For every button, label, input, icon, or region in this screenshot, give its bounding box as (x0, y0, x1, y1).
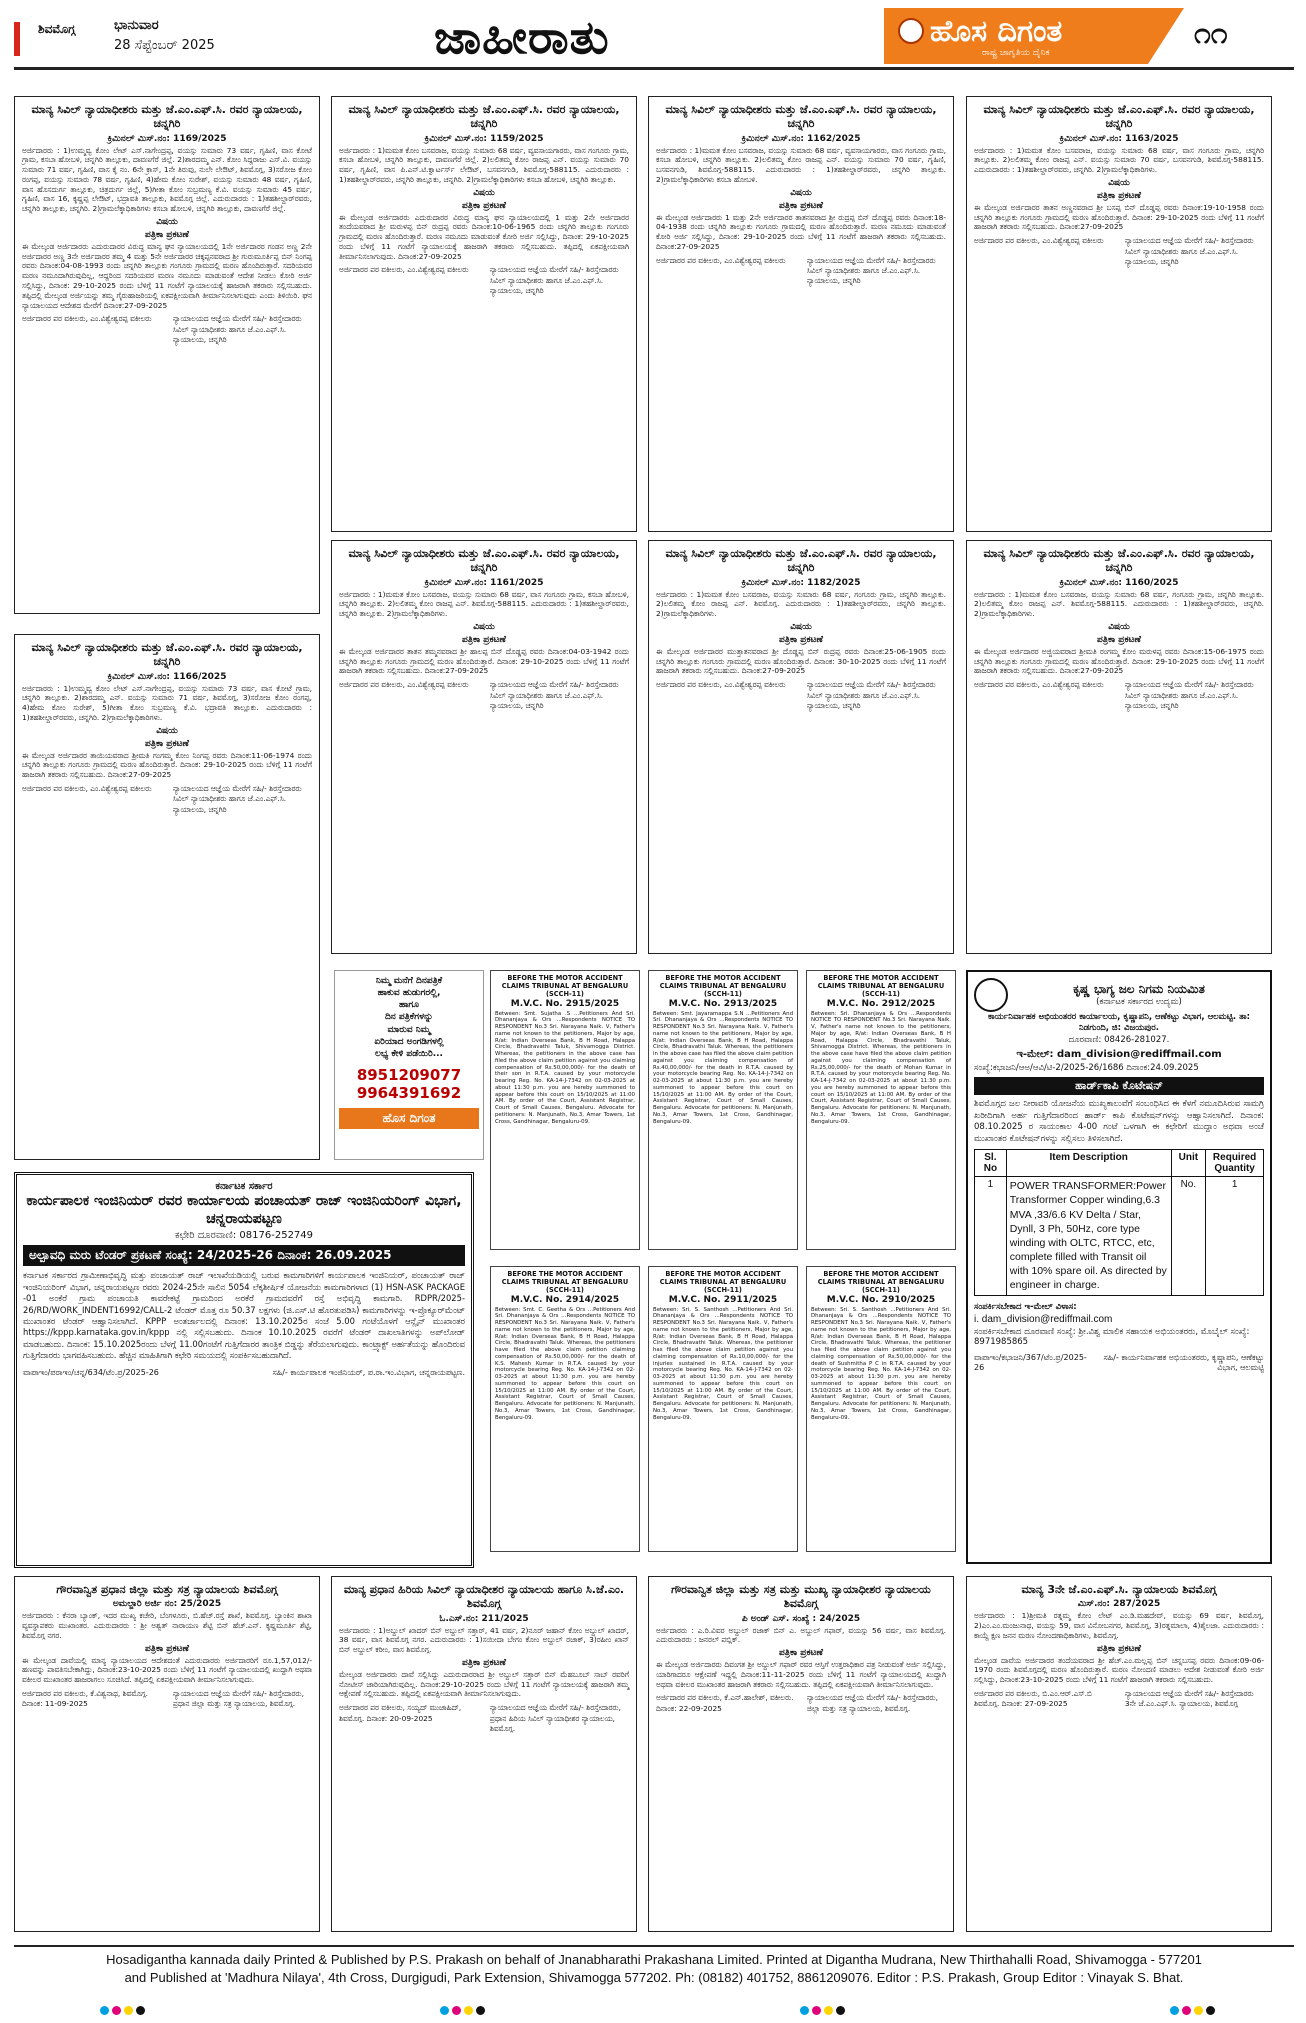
case-number: ಪಿ ಅಂಡ್ ಎಸ್. ಸಂಖ್ಯೆ : 24/2025 (741, 1613, 861, 1624)
table-row (975, 1177, 1264, 1295)
promo-line: ದಿನ ಪತ್ರಿಕೆಗಳನ್ನು (384, 1012, 434, 1023)
advocate-signature: ಅರ್ಜಿದಾರರ ಪರ ವಕೀಲರು, ಎಂ.ವಿಶ್ವೇಶ್ವರಪ್ಪ ವಕೀಲರು (339, 680, 469, 690)
case-number: ಕ್ರಿಮಿನಲ್ ಮಿಸ್.ನಂ: 1169/2025 (107, 133, 227, 144)
advocate-signature: ಅರ್ಜಿದಾರರ ಪರ ವಕೀಲರು, ಎಂ.ವಿಶ್ವೇಶ್ವರಪ್ಪ ವಕೀಲರು (974, 236, 1104, 246)
parties: ಅರ್ಜಿದಾರರು : 1)ಮಮತ ಕೋಂ ಬಸವರಾಜ, ವಯಸ್ಸು ಸುಮಾರು 68 ವರ್ಷ, ಗಂಗೂರು ಗ್ರಾಮ, ಚನ್ನಗಿರಿ ತಾಲ್ಲೂಕು. 2)ಲಲಿತಮ್ಮ ಕೋಂ ರಾಜಪ್ಪ ಎನ್. ಶಿವಮೊಗ್ಗ. ಎದುರುದಾರರು : 1)ತಹಶೀಲ್ದಾರ್‌ರವರು, ಚನ್ನಗಿರಿ ತಾಲ್ಲೂಕು. 2)ಗ್ರಾಮಲೆಕ್ಕಾಧಿಕಾರಿಗಳು. (656, 589, 946, 619)
court-notice (14, 96, 320, 614)
items-table (974, 1149, 1264, 1295)
notice-body: ಈ ಮೇಲ್ಕಂಡ ಅರ್ಜಿದಾರರು 1 ಮತ್ತು 2ನೇ ಅರ್ಜಿದಾರರ ತಾತನವರಾದ ಶ್ರೀ ರುದ್ರಪ್ಪ ಬಿನ್ ದೊಡ್ಡಪ್ಪ ರವರು ದಿನಾಂಕ:18-04-1938 ರಂದು ಚನ್ನಗಿರಿ ತಾಲ್ಲೂಕು ಗಂಗೂರು ಗ್ರಾಮದಲ್ಲಿ ಮರಣ ಹೊಂದಿರುತ್ತಾರೆ. ಮರಣ ನಮೂದು ಮಾಡುವಂತೆ ಕೋರಿ ಅರ್ಜಿ ಸಲ್ಲಿಸಿದ್ದು, ದಿನಾಂಕ: 29-10-2025 ರಂದು ಬೆಳಿಗ್ಗೆ 11 ಗಂಟೆಗೆ ಹಾಜರಾಗಿ ತಕರಾರು ಸಲ್ಲಿಸಬಹುದು. ದಿನಾಂಕ:27-09-2025 (656, 212, 946, 251)
advocate-signature: ಅರ್ಜಿದಾರರ ಪರ ವಕೀಲರು, ಎಂ.ವಿಶ್ವೇಶ್ವರಪ್ಪ ವಕೀಲರು (22, 783, 152, 793)
ref-number: ಸಂಖ್ಯೆ:ಕಭಾಜನಿ/ಆಅ/ಆವಿ/ಟಿ-2/2025-26/1686 ದಿನಾಂಕ:24.09.2025 (974, 1063, 1199, 1074)
imprint-line: Hosadigantha kannada daily Printed & Published by P.S. Prakash on behalf of Jnanabharathi Prakashana Limited. Printed at Digantha Mudrana, New Thirthahalli Road, Shivamogga - 577201 (106, 1952, 1202, 1967)
court-notice (331, 1576, 637, 1932)
court-signature: ನ್ಯಾಯಾಲಯದ ಆಜ್ಞೆಯ ಮೇರೆಗೆ ಸಹಿ/- ಶಿರಸ್ತೇದಾರರು ಸಿವಿಲ್ ನ್ಯಾಯಾಧೀಶರು ಹಾಗೂ ಜೆ.ಎಂ.ಎಫ್.ಸಿ. ನ್ಯಾಯಾಲಯ, ಚನ್ನಗಿರಿ (489, 680, 619, 710)
advocate-signature: ಅರ್ಜಿದಾರರ ಪರ ವಕೀಲರು, ಎಂ.ವಿಶ್ವೇಶ್ವರಪ್ಪ ವಕೀಲರು (339, 265, 469, 275)
notice-heading: ಪತ್ರಿಕಾ ಪ್ರಕಟಣೆ (1097, 634, 1141, 645)
notice-body: ಈ ಮೇಲ್ಕಂಡ ಅರ್ಜಿದಾರರ ತಾಯಿಯವರಾದ ಶ್ರೀಮತಿ ಗಂಗಮ್ಮ ಕೋಂ ನಿಂಗಪ್ಪ ರವರು ದಿನಾಂಕ:11-06-1974 ರಂದು ಚನ್ನಗಿರಿ ತಾಲ್ಲೂಕು ಗಂಗೂರು ಗ್ರಾಮದಲ್ಲಿ ಮರಣ ಹೊಂದಿರುತ್ತಾರೆ. ದಿನಾಂಕ: 29-10-2025 ರಂದು ಬೆಳಿಗ್ಗೆ 11 ಗಂಟೆಗೆ ಹಾಜರಾಗಿ ತಕರಾರು ಸಲ್ಲಿಸಬಹುದು. ದಿನಾಂಕ:27-09-2025 (22, 750, 312, 780)
parties: ಅರ್ಜಿದಾರರು : 1)ಮಮತ ಕೋಂ ಬಸವರಾಜ, ವಯಸ್ಸು ಸುಮಾರು 68 ವರ್ಷ, ವಾಸ ಗಂಗೂರು ಗ್ರಾಮ, ಕಸಬಾ ಹೋಬಳಿ, ಚನ್ನಗಿರಿ ತಾಲ್ಲೂಕು. 2)ಲಲಿತಮ್ಮ ಕೋಂ ರಾಜಪ್ಪ ಎನ್. ಶಿವಮೊಗ್ಗ-588115. ಎದುರುದಾರರು : 1)ತಹಶೀಲ್ದಾರ್‌ರವರು, ಚನ್ನಗಿರಿ ತಾಲ್ಲೂಕು. 2)ಗ್ರಾಮಲೆಕ್ಕಾಧಿಕಾರಿಗಳು. (339, 589, 629, 619)
parties: ಅರ್ಜಿದಾರರು : 1)ಮಮತ ಕೋಂ ಬಸವರಾಜ, ವಯಸ್ಸು ಸುಮಾರು 68 ವರ್ಷ, ವಾಸ ಗಂಗೂರು ಗ್ರಾಮ, ಚನ್ನಗಿರಿ ತಾಲ್ಲೂಕು. 2)ಲಲಿತಮ್ಮ ಕೋಂ ರಾಜಪ್ಪ ಎನ್. ವಯಸ್ಸು ಸುಮಾರು 70 ವರ್ಷ, ಬಸವನಗುಡಿ, ಶಿವಮೊಗ್ಗ-588115. ಎದುರುದಾರರು : 1)ತಹಶೀಲ್ದಾರ್‌ರವರು, ಚನ್ನಗಿರಿ. 2)ಗ್ರಾಮಲೆಕ್ಕಾಧಿಕಾರಿಗಳು. (974, 145, 1264, 175)
case-number: ಕ್ರಿಮಿನಲ್ ಮಿಸ್.ನಂ: 1182/2025 (741, 577, 861, 588)
case-number: ಕ್ರಿಮಿನಲ್ ಮಿಸ್.ನಂ: 1161/2025 (424, 577, 544, 588)
brand-name: ಹೊಸ ದಿಗಂತ (930, 14, 1063, 49)
tribunal-name: BEFORE THE MOTOR ACCIDENT CLAIMS TRIBUNAL AT BENGALURU (SCCH-11) (659, 974, 787, 998)
subject-label: ವಿಷಯ (790, 621, 812, 632)
notice-heading: ಪತ್ರಿಕಾ ಪ್ರಕಟಣೆ (145, 229, 189, 240)
mact-body: Between: Smt. Jayaramappa S.N ...Petitioners And Sri. Dhananjaya & Ors ...Respondents NOTICE TO RESPONDENT No.3 Sri. Narayana Naik. V, Father's name not known to the petitioners, Major by age, R/at: Indian Overseas Bank, B H Road, Halappa Circle, Bhadravathi Taluk. Whereas, the petitioners in the above case has filed the above claim petition against you claiming compensation of Rs.40,00,000/- for the death in R.T.A. caused by your motorcycle bearing Reg. No. KA-14-J-7342 on 02-03-2025 at about 11:30 p.m. you are hereby summoned to appear before this court on 15/10/2025 at 11:00 AM. By order of the Court, Assistant Registrar, Court of Small Causes, Bengaluru. Advocate for petitioners: N. Manjunath, No.3, Amar Towers, 1st Cross, Gandhinagar, Bengaluru-09. (653, 1010, 793, 1125)
advocate-signature: ಅರ್ಜಿದಾರರ ಪರ ವಕೀಲರು, ಎಂ.ವಿಶ್ವೇಶ್ವರಪ್ಪ ವಕೀಲರು (22, 314, 152, 324)
case-number: ಕ್ರಿಮಿನಲ್ ಮಿಸ್.ನಂ: 1163/2025 (1059, 133, 1179, 144)
brand-tagline: ರಾಷ್ಟ್ರ ಜಾಗೃತಿಯ ದೈನಿಕ (982, 48, 1050, 58)
court-notice (966, 1576, 1272, 1932)
advocate-signature: ಅರ್ಜಿದಾರರ ಪರ ವಕೀಲರು, ಎಂ.ವಿಶ್ವೇಶ್ವರಪ್ಪ ವಕೀಲರು (974, 680, 1104, 690)
court-signature: ನ್ಯಾಯಾಲಯದ ಆಜ್ಞೆಯ ಮೇರೆಗೆ ಸಹಿ/- ಶಿರಸ್ತೇದಾರರು ಸಿವಿಲ್ ನ್ಯಾಯಾಧೀಶರು ಹಾಗೂ ಜೆ.ಎಂ.ಎಫ್.ಸಿ. ನ್ಯಾಯಾಲಯ, ಚನ್ನಗಿರಿ (172, 314, 302, 345)
imprint-footer (14, 1945, 1294, 1986)
advocate-signature: ಅರ್ಜಿದಾರರ ಪರ ವಕೀಲರು, ಕೆ.ವಿಶ್ವನಾಥ, ಶಿವಮೊಗ್ಗ. ದಿನಾಂಕ: 11-09-2025 (22, 1688, 148, 1709)
subject-label: ವಿಷಯ (1108, 177, 1130, 188)
court-notice (648, 96, 954, 532)
mvc-number: M.V.C. No. 2910/2025 (826, 1294, 936, 1305)
court-notice (14, 1576, 320, 1932)
notice-heading: ಪತ್ರಿಕಾ ಪ್ರಕಟಣೆ (462, 634, 506, 645)
court-name: ಮಾನ್ಯ ಸಿವಿಲ್ ನ್ಯಾಯಾಧೀಶರು ಮತ್ತು ಜೆ.ಎಂ.ಎಫ್.ಸಿ. ರವರ ನ್ಯಾಯಾಲಯ, ಚನ್ನಗಿರಿ (31, 103, 303, 131)
case-number: ಕ್ರಿಮಿನಲ್ ಮಿಸ್.ನಂ: 1166/2025 (107, 671, 227, 682)
court-notice (331, 96, 637, 532)
page-number: ೧೧ (1194, 16, 1228, 51)
mvc-number: M.V.C. No. 2912/2025 (826, 998, 936, 1009)
tender-phone: ಕಛೇರಿ ದೂರವಾಣಿ: 08176-252749 (174, 1230, 314, 1242)
cell-unit: No. (1171, 1177, 1206, 1295)
mact-body: Between: Sri. S. Santhosh ...Petitioners And Sri. Dhananjaya & Ors ...Respondents NOTICE TO RESPONDENT No.3 Sri. Narayana Naik. V, Father's name not known to the petitioners, Major by age, R/at: Indian Overseas Bank, B H Road, Halappa Circle, Bhadravathi Taluk. Whereas, the petitioner has filed the above claim petition against you claiming compensation of Rs.50,00,000/- for the death of Sushmitha P C in R.T.A. caused by your motorcycle bearing Reg. No. KA-14-J-7342 on 02-03-2025 at about 11:30 p.m. you are hereby summoned to appear before this court on 15/10/2025 at 11:00 AM. By order of the Court, Assistant Registrar, Court of Small Causes, Bengaluru. Advocate for petitioners: N. Manjunath, No.3, Amar Towers, 1st Cross, Gandhinagar, Bengaluru-09. (811, 1306, 951, 1421)
parties: ಅರ್ಜಿದಾರರು : 1)ಅಬ್ದುಲ್ ಖಾದರ್ ಬಿನ್ ಅಬ್ದುಲ್ ಸತ್ತಾರ್, 41 ವರ್ಷ, 2)ನೂರ್ ಜಹಾನ್ ಕೋಂ ಅಬ್ದುಲ್ ಖಾದರ್, 38 ವರ್ಷ, ವಾಸ ಶಿವಮೊಗ್ಗ ನಗರ. ಎದುರುದಾರರು : 1)ಸಯೀದಾ ಬೇಗಂ ಕೋಂ ಅಬ್ದುಲ್ ರಜಾಕ್, 3)ರಹೀಂ ಖಾನ್ ಬಿನ್ ಅಬ್ದುಲ್ ಕರೀಂ, ವಾಸ ಶಿವಮೊಗ್ಗ. (339, 1625, 629, 1655)
notice-body: ಈ ಮೇಲ್ಕಂಡ ಅರ್ಜಿದಾರರ ಮುತ್ತಾತನವರಾದ ಶ್ರೀ ದೊಡ್ಡಪ್ಪ ಬಿನ್ ರುದ್ರಪ್ಪ ರವರು ದಿನಾಂಕ:25-06-1905 ರಂದು ಚನ್ನಗಿರಿ ತಾಲ್ಲೂಕು ಗಂಗೂರು ಗ್ರಾಮದಲ್ಲಿ ಮರಣ ಹೊಂದಿರುತ್ತಾರೆ. ದಿನಾಂಕ: 30-10-2025 ರಂದು ಬೆಳಿಗ್ಗೆ 11 ಗಂಟೆಗೆ ಹಾಜರಾಗಿ ತಕರಾರು ಸಲ್ಲಿಸಬಹುದು. ದಿನಾಂಕ:27-09-2025 (656, 646, 946, 676)
registration-marks (440, 2006, 485, 2015)
parties: ಅರ್ಜಿದಾರರು : ಎ.ರಿ.ವಿವರ ಅಬ್ದುಲ್ ರಜಾಕ್ ಬಿನ್ ಎ. ಅಬ್ದುಲ್ ಗಫಾರ್, ವಯಸ್ಸು 56 ವರ್ಷ, ವಾಸ ಶಿವಮೊಗ್ಗ. ಎದುರುದಾರರು : ಜನರಲ್ ಪಬ್ಲಿಕ್. (656, 1625, 946, 1645)
notice-heading: ಪತ್ರಿಕಾ ಪ್ರಕಟಣೆ (145, 738, 189, 749)
court-notice (966, 96, 1272, 532)
court-name: ಗೌರವಾನ್ವಿತ ಜಿಲ್ಲಾ ಮತ್ತು ಸತ್ರ ಮತ್ತು ಮುಖ್ಯ ನ್ಯಾಯಾಧೀಶರ ನ್ಯಾಯಾಲಯ ಶಿವಮೊಗ್ಗ (671, 1583, 931, 1611)
kbj-ref: ವಾಪಾಇಂ/ಕಭಾಜನಿ/367/ಟೆಂ.ಪ್ರ/2025-26 (974, 1352, 1087, 1372)
court-notice (648, 1576, 954, 1932)
promo-line: ಏರಿಯಾದ ಅಂಗಡಿಗಳಲ್ಲಿ (374, 1036, 444, 1047)
court-name: ಮಾನ್ಯ ಸಿವಿಲ್ ನ್ಯಾಯಾಧೀಶರು ಮತ್ತು ಜೆ.ಎಂ.ಎಫ್.ಸಿ. ರವರ ನ್ಯಾಯಾಲಯ, ಚನ್ನಗಿರಿ (348, 103, 620, 131)
mact-body: Between: Sri. Dhananjaya & Ors ...Respondents NOTICE TO RESPONDENT No.3 Sri. Narayana Naik. V, Father's name not known to the petitioners, Major by age, R/at: Indian Overseas Bank, B H Road, Halappa Circle, Bhadravathi Taluk, Shivamogga District. Whereas, the petitioners in the above case have filed the above claim petition against you claiming compensation of Rs.25,00,000/- for the death of Mohan Kumar in R.T.A. caused by your motorcycle bearing Reg. No. KA-14-J-7342 on 02-03-2025 at about 11:30 p.m. you are hereby summoned to appear before this court on 15/10/2025 at 11:00 AM. By order of the Court, Assistant Registrar, Court of Small Causes, Bengaluru. Advocate for petitioners: N. Manjunath, No.3, Amar Towers, 1st Cross, Gandhinagar, Bengaluru-09. (811, 1010, 951, 1125)
parties: ಅರ್ಜಿದಾರರು : 1)ಶ್ರೀಮತಿ ರತ್ನಮ್ಮ ಕೋಂ ಲೇಟ್ ಎಂ.ಡಿ.ಮಹದೇವ್, ವಯಸ್ಸು 69 ವರ್ಷ, ಶಿವಮೊಗ್ಗ, 2)ಎಂ.ಎಂ.ಮಂಜುನಾಥ, ವಯಸ್ಸು 59, ವಾಸ ವಿನೋಬನಗರ, ಶಿವಮೊಗ್ಗ, 3)ರತ್ನಮಾಲಾ, 4)ಶೈಲಜಾ. ಎದುರುದಾರರು : ಕಾಯ್ದೆ ಕ್ಷಣ ಜನನ ಮರಣ ನೋಂದಣಾಧಿಕಾರಿಗಳು, ಶಿವಮೊಗ್ಗ. (974, 1611, 1264, 1640)
court-name: ಮಾನ್ಯ ಸಿವಿಲ್ ನ್ಯಾಯಾಧೀಶರು ಮತ್ತು ಜೆ.ಎಂ.ಎಫ್.ಸಿ. ರವರ ನ್ಯಾಯಾಲಯ, ಚನ್ನಗಿರಿ (665, 103, 937, 131)
promo-brand: ಹೊಸ ದಿಗಂತ (339, 1108, 479, 1129)
org-phone: ದೂರವಾಣಿ: 08426-281027. (1068, 1034, 1170, 1045)
issue-day: ಭಾನುವಾರ (114, 18, 159, 33)
col-header: Item Description (1006, 1150, 1171, 1177)
org-email: ಇ-ಮೇಲ್: dam_division@rediffmail.com (1016, 1049, 1222, 1061)
parties: ಅರ್ಜಿದಾರರು : 1)ಮಮತ ಕೋಂ ಬಸವರಾಜ, ವಯಸ್ಸು ಸುಮಾರು 68 ವರ್ಷ, ಗಂಗೂರು ಗ್ರಾಮ, ಚನ್ನಗಿರಿ ತಾಲ್ಲೂಕು. 2)ಲಲಿತಮ್ಮ ಕೋಂ ರಾಜಪ್ಪ ಎನ್. ಶಿವಮೊಗ್ಗ-588115. ಎದುರುದಾರರು : 1)ತಹಶೀಲ್ದಾರ್‌ರವರು, ಚನ್ನಗಿರಿ. 2)ಗ್ರಾಮಲೆಕ್ಕಾಧಿಕಾರಿಗಳು. (974, 589, 1264, 619)
mvc-number: M.V.C. No. 2915/2025 (510, 998, 620, 1009)
promo-line: ಹಾಕುವ ಹುಡುಗರಲ್ಲಿ, (377, 988, 441, 999)
col-header: Required Quantity (1206, 1150, 1264, 1177)
court-name: ಗೌರವಾನ್ವಿತ ಪ್ರಧಾನ ಜಿಲ್ಲಾ ಮತ್ತು ಸತ್ರ ನ್ಯಾಯಾಲಯ ಶಿವಮೊಗ್ಗ (56, 1583, 278, 1596)
court-signature: ನ್ಯಾಯಾಲಯದ ಆಜ್ಞೆಯ ಮೇರೆಗೆ ಸಹಿ/- ಶಿರಸ್ತೇದಾರರು ಸಿವಿಲ್ ನ್ಯಾಯಾಧೀಶರು ಹಾಗೂ ಜೆ.ಎಂ.ಎಫ್.ಸಿ. ನ್ಯಾಯಾಲಯ, ಚನ್ನಗಿರಿ (172, 783, 302, 814)
notice-heading: ಪತ್ರಿಕಾ ಪ್ರಕಟಣೆ (779, 1648, 823, 1659)
promo-line: ನಿಮ್ಮ ಮನೆಗೆ ದಿನಪತ್ರಿಕೆ (375, 976, 443, 986)
cell-qty: 1 (1206, 1177, 1264, 1295)
tender-notice (14, 1172, 474, 1568)
case-number: ಓ.ಎಸ್.ನಂ: 211/2025 (439, 1613, 529, 1624)
subject-label: ವಿಷಯ (1108, 621, 1130, 632)
org-office: ಕಾರ್ಯನಿರ್ವಾಹಕ ಅಭಿಯಂತರರ ಕಾರ್ಯಾಲಯ, ಕೃಷ್ಣಾಪನಿ, ಆಣೆಕಟ್ಟು ವಿಭಾಗ, ಆಲಮಟ್ಟಿ. ತಾ: ನಿಡಗುಂದಿ, ಜಿ: ವಿಜಯಪುರ. (987, 1012, 1251, 1034)
advocate-signature: ಅರ್ಜಿದಾರರ ಪರ ವಕೀಲರು, ಸಯ್ಯದ್ ಮುಜಾಹಿದ್, ಶಿವಮೊಗ್ಗ. ದಿನಾಂಕ: 20-09-2025 (339, 1703, 462, 1723)
subject-label: ವಿಷಯ (790, 187, 812, 198)
notice-heading: ಪತ್ರಿಕಾ ಪ್ರಕಟಣೆ (462, 200, 506, 211)
quotation-body: ಶಿವಮೊಗ್ಗದ ಜಲ ನೀರಾವರಿ ಯೋಜನೆಯ ಮುಖ್ಯಕಾಲುವೆಗೆ ಸಂಬಂಧಿಸಿದ ಈ ಕೆಳಗೆ ನಮೂದಿಸಿರುವ ಸಾಮಗ್ರಿ ಖರೀದಿಗಾಗಿ ಅರ್ಹ ಗುತ್ತಿಗೆದಾರರಿಂದ ಹಾರ್ಡ್ ಕಾಪಿ ಕೊಟೇಷನ್‌ಗಳನ್ನು ಆಹ್ವಾನಿಸಲಾಗಿದೆ. ದಿನಾಂಕ: 08.10.2025 ರ ಸಾಯಂಕಾಲ 4-00 ಗಂಟೆ ಒಳಗಾಗಿ ಈ ಕಛೇರಿಗೆ ಮುದ್ದಾಂ ಅಥವಾ ಅಂಚೆ ಮುಖಾಂತರ ಕೊಟೇಷನ್‌ಗಳನ್ನು ಸಲ್ಲಿಸಲು ತಿಳಿಸಲಾಗಿದೆ. (974, 1099, 1264, 1144)
notice-body: ಈ ಮೇಲ್ಕಂಡ ಅರ್ಜಿದಾರರ ತಾತನ ತಮ್ಮನವರಾದ ಶ್ರೀ ಹಾಲಪ್ಪ ಬಿನ್ ದೊಡ್ಡಪ್ಪ ರವರು ದಿನಾಂಕ:04-03-1942 ರಂದು ಚನ್ನಗಿರಿ ತಾಲ್ಲೂಕು ಗಂಗೂರು ಗ್ರಾಮದಲ್ಲಿ ಮರಣ ಹೊಂದಿರುತ್ತಾರೆ. ದಿನಾಂಕ: 29-10-2025 ರಂದು ಬೆಳಿಗ್ಗೆ 11 ಗಂಟೆಗೆ ಹಾಜರಾಗಿ ತಕರಾರು ಸಲ್ಲಿಸಬಹುದು. ದಿನಾಂಕ:27-09-2025 (339, 646, 629, 676)
contact-heading: ಸಂಪರ್ಕಿಸಬೇಕಾದ ಇ-ಮೇಲ್ ವಿಳಾಸ: (974, 1301, 1077, 1312)
subject-label: ವಿಷಯ (473, 187, 495, 198)
court-signature: ನ್ಯಾಯಾಲಯದ ಆಜ್ಞೆಯ ಮೇರೆಗೆ ಸಹಿ/- ಶಿರಸ್ತೇದಾರರು ಸಿವಿಲ್ ನ್ಯಾಯಾಧೀಶರು ಹಾಗೂ ಜೆ.ಎಂ.ಎಫ್.ಸಿ. ನ್ಯಾಯಾಲಯ, ಚನ್ನಗಿರಿ (806, 680, 936, 710)
quotation-bar: ಹಾರ್ಡ್‌ಕಾಪಿ ಕೊಟೇಷನ್ (974, 1077, 1264, 1095)
notice-heading: ಪತ್ರಿಕಾ ಪ್ರಕಟಣೆ (779, 634, 823, 645)
court-signature: ನ್ಯಾಯಾಲಯದ ಆಜ್ಞೆಯ ಮೇರೆಗೆ ಸಹಿ/- ಶಿರಸ್ತೇದಾರರು ಸಿವಿಲ್ ನ್ಯಾಯಾಧೀಶರು ಹಾಗೂ ಜೆ.ಎಂ.ಎಫ್.ಸಿ. ನ್ಯಾಯಾಲಯ, ಚನ್ನಗಿರಿ (1124, 236, 1254, 266)
kbjnl-quotation-notice (966, 970, 1272, 1564)
notice-body: ಈ ಮೇಲ್ಕಂಡ ಅರ್ಜಿದಾರರ ಅಜ್ಜಿಯವರಾದ ಶ್ರೀಮತಿ ರಂಗಮ್ಮ ಕೋಂ ಮರುಳಪ್ಪ ರವರು ದಿನಾಂಕ:15-06-1975 ರಂದು ಚನ್ನಗಿರಿ ತಾಲ್ಲೂಕು ಗಂಗೂರು ಗ್ರಾಮದಲ್ಲಿ ಮರಣ ಹೊಂದಿರುತ್ತಾರೆ. ದಿನಾಂಕ: 29-10-2025 ರಂದು ಬೆಳಿಗ್ಗೆ 11 ಗಂಟೆಗೆ ಹಾಜರಾಗಿ ತಕರಾರು ಸಲ್ಲಿಸಬಹುದು. ದಿನಾಂಕ:27-09-2025 (974, 646, 1264, 676)
cell-desc: POWER TRANSFORMER:Power Transformer Copper winding,6.3 MVA ,33/6.6 KV Delta / Star, Dynll, 3 Ph, 50Hz, core type winding with OLTC, RTCC, etc, complete filled with Transit oil with 10% spare oil. As directed by engineer in charge. (1006, 1177, 1171, 1295)
imprint-line: and Published at 'Madhura Nilaya', 4th Cross, Durgigudi, Park Extension, Shivamogga 577202. Ph: (08182) 401752, 8861209076. Editor : P.S. Prakash, Group Editor : Vinayak S. Bhat. (124, 1969, 1184, 1985)
tribunal-name: BEFORE THE MOTOR ACCIDENT CLAIMS TRIBUNAL AT BENGALURU (SCCH-11) (501, 1270, 629, 1294)
col-header: Sl. No (975, 1150, 1007, 1177)
kbj-signature: ಸಹಿ/- ಕಾರ್ಯನಿರ್ವಾಹಕ ಅಭಿಯಂತರರು, ಕೃಷ್ಣಾಪನಿ, ಆಣೆಕಟ್ಟು ವಿಭಾಗ, ಆಲಮಟ್ಟಿ (1103, 1352, 1264, 1372)
court-name: ಮಾನ್ಯ ಪ್ರಧಾನ ಹಿರಿಯ ಸಿವಿಲ್ ನ್ಯಾಯಾಧೀಶರ ನ್ಯಾಯಾಲಯ ಹಾಗೂ ಸಿ.ಜೆ.ಎಂ. ಶಿವಮೊಗ್ಗ (343, 1583, 625, 1611)
tender-number-bar: ಅಲ್ಪಾವಧಿ ಮರು ಟೆಂಡರ್ ಪ್ರಕಟಣೆ ಸಂಖ್ಯೆ: 24/2025-26 ದಿನಾಂಕ: 26.09.2025 (23, 1245, 465, 1266)
court-signature: ನ್ಯಾಯಾಲಯದ ಆಜ್ಞೆಯ ಮೇರೆಗೆ ಸಹಿ/- ಶಿರಸ್ತೇದಾರರು ಸಿವಿಲ್ ನ್ಯಾಯಾಧೀಶರು ಹಾಗೂ ಜೆ.ಎಂ.ಎಫ್.ಸಿ. ನ್ಯಾಯಾಲಯ, ಚನ್ನಗಿರಿ (806, 255, 936, 286)
tribunal-name: BEFORE THE MOTOR ACCIDENT CLAIMS TRIBUNAL AT BENGALURU (SCCH-11) (817, 1270, 945, 1294)
notice-body: ಈ ಮೇಲ್ಕಂಡ ಅರ್ಜಿದಾರರು ಎದುರುದಾರರ ವಿರುದ್ಧ ಮಾನ್ಯ ಘನ ನ್ಯಾಯಾಲಯದಲ್ಲಿ 1ನೇ ಅರ್ಜಿದಾರರ ಗಂಡನ ಅಣ್ಣ 2ನೇ ಅರ್ಜಿದಾರರ ಅಣ್ಣ 3ನೇ ಅರ್ಜಿದಾರರ ತಮ್ಮ 4 ಮತ್ತು 5ನೇ ಅರ್ಜಿದಾರರ ಚಿಕ್ಕಪ್ಪನವರಾದ ಶ್ರೀ ಗುರುಮೂರ್ತಿಪ್ಪ ಬಿನ್ ನಿಂಗಪ್ಪ ರವರು ದಿನಾಂಕ:04-08-1993 ರಂದು ಚನ್ನಗಿರಿ ತಾಲ್ಲೂಕು ಗಂಗೂರು ಗ್ರಾಮದಲ್ಲಿ ಮರಣ ಹೊಂದಿರುತ್ತಾರೆ. ಸದರಿಯವರ ಮರಣ ನಮೂದಾಗಿರುವುದಿಲ್ಲ, ಆದ್ದರಿಂದ ಸದರಿಯವರ ಮರಣ ನಮೂದು ಮಾಡುವಂತೆ ಆದೇಶ ನೀಡಲು ಕೋರಿ ಅರ್ಜಿ ಸಲ್ಲಿಸಿದ್ದು, ದಿನಾಂಕ: 29-10-2025 ರಂದು ಬೆಳಿಗ್ಗೆ 11 ಗಂಟೆಗೆ ನ್ಯಾಯಾಲಯಕ್ಕೆ ಹಾಜರಾಗಿ ತಕರಾರು ಸಲ್ಲಿಸಬಹುದು. ತಪ್ಪಿದಲ್ಲಿ ಮೇಲ್ಕಂಡ ಅರ್ಜಿಯನ್ನು ತಮ್ಮ ಗೈರುಹಾಜರಿಯಲ್ಲಿ ಏಕಪಕ್ಷೀಯವಾಗಿ ತೀರ್ಮಾನಿಸಲಾಗುವುದು ಎಂದು ತಿಳಿಯಿರಿ. ಘನ ನ್ಯಾಯಾಲಯದ ಆದೇಶದ ಮೇರೆಗೆ ದಿನಾಂಕ:27-09-2025 (22, 241, 312, 310)
kbjnl-logo-icon (974, 978, 1008, 1012)
mact-notice (648, 970, 798, 1250)
case-number: ಕ್ರಿಮಿನಲ್ ಮಿಸ್.ನಂ: 1159/2025 (424, 133, 544, 144)
court-name: ಮಾನ್ಯ ಸಿವಿಲ್ ನ್ಯಾಯಾಧೀಶರು ಮತ್ತು ಜೆ.ಎಂ.ಎಫ್.ಸಿ. ರವರ ನ್ಯಾಯಾಲಯ, ಚನ್ನಗಿರಿ (983, 103, 1255, 131)
court-name: ಮಾನ್ಯ ಸಿವಿಲ್ ನ್ಯಾಯಾಧೀಶರು ಮತ್ತು ಜೆ.ಎಂ.ಎಫ್.ಸಿ. ರವರ ನ್ಯಾಯಾಲಯ, ಚನ್ನಗಿರಿ (665, 547, 937, 575)
case-number: ಕ್ರಿಮಿನಲ್ ಮಿಸ್.ನಂ: 1160/2025 (1059, 577, 1179, 588)
parties: ಅರ್ಜಿದಾರರು : 1)ಉಮ್ಮವ್ವ ಕೋಂ ಲೇಟ್ ಎಸ್.ನಾಗೇಂದ್ರಪ್ಪ, ವಯಸ್ಸು ಸುಮಾರು 73 ವರ್ಷ, ವಾಸ ಕೋಟೆ ಗ್ರಾಮ, ಚನ್ನಗಿರಿ ತಾಲ್ಲೂಕು. 2)ಶಾರದಮ್ಮ ಎನ್. ವಯಸ್ಸು ಸುಮಾರು 71 ವರ್ಷ, ಶಿವಮೊಗ್ಗ, 3)ಸರೋಜ ಕೋಂ ರಂಗಪ್ಪ, 4)ಹೇಮ ಕೋಂ ಸುರೇಶ್, 5)ಗೀತಾ ಕೋಂ ಸುಬ್ರಮಣ್ಯ ಕೆ.ವಿ. ಭದ್ರಾವತಿ ತಾಲ್ಲೂಕು. ಎದುರುದಾರರು : 1)ತಹಶೀಲ್ದಾರ್‌ರವರು, ಚನ್ನಗಿರಿ. 2)ಗ್ರಾಮಲೆಕ್ಕಾಧಿಕಾರಿಗಳು. (22, 683, 312, 722)
mact-notice (806, 970, 956, 1250)
mact-notice (490, 1266, 640, 1552)
government-name: ಕರ್ನಾಟಕ ಸರ್ಕಾರ (215, 1181, 273, 1192)
notice-heading: ಪತ್ರಿಕಾ ಪ್ರಕಟಣೆ (1097, 190, 1141, 201)
parties: ಅರ್ಜಿದಾರರು : ಕೆನರಾ ಬ್ಯಾಂಕ್, ಇದರ ಮುಖ್ಯ ಕಚೇರಿ, ಬೆಂಗಳೂರು, ಬಿ.ಹೆಚ್.ರಸ್ತೆ ಶಾಖೆ, ಶಿವಮೊಗ್ಗ. ಬ್ಯಾಂಕಿನ ಶಾಖಾ ವ್ಯವಸ್ಥಾಪಕರು ಮುಖಾಂತರ. ಎದುರುದಾರರು : ಶ್ರೀ ಅಶ್ವತ್ ನಾರಾಯಣ ಶೆಟ್ಟಿ ಬಿನ್ ಹೆಚ್.ಎನ್. ಕೃಷ್ಣಮೂರ್ತಿ ಶೆಟ್ಟಿ, ಶಿವಮೊಗ್ಗ ನಗರ. (22, 1611, 312, 1640)
case-number: ಕ್ರಿಮಿನಲ್ ಮಿಸ್.ನಂ: 1162/2025 (741, 133, 861, 144)
promo-phone: 9964391692 (356, 1083, 462, 1102)
mact-body: Between: Smt. C. Geetha & Ors ...Petitioners And Sri. Dhananjaya & Ors ...Respondents NOTICE TO RESPONDENT No.3 Sri. Narayana Naik. V, Father's name not known to the petitioners, Major by age, R/at: Indian Overseas Bank, B H Road, Halappa Circle, Bhadravathi Taluk. Whereas, the petitioners have filed the above claim petition claiming compensation of Rs.50,00,000/- for the death of K.S. Mahesh Kumar in R.T.A. caused by your motorcycle bearing Reg. No. KA-14-J-7342 on 02-03-2025 at about 11:30 p.m. you are hereby summoned to appear before this court on 15/10/2025 at 11:00 AM. By order of the Court, Assistant Registrar, Court of Small Causes, Bengaluru. Advocate for petitioners: N. Manjunath, No.3, Amar Towers, 1st Cross, Gandhinagar, Bengaluru-09. (495, 1306, 635, 1421)
notice-body: ಮೇಲ್ಕಂಡ ದಾವೆಯ ಅರ್ಜಿದಾರರ ತಂದೆಯವರಾದ ಶ್ರೀ ಹೆಚ್.ಎಂ.ಮಲ್ಲಪ್ಪ ಬಿನ್ ಚನ್ನಬಸಪ್ಪ ರವರು ದಿನಾಂಕ:09-06-1970 ರಂದು ಶಿವಮೊಗ್ಗದಲ್ಲಿ ಮರಣ ಹೊಂದಿರುತ್ತಾರೆ. ಮರಣ ನೋಂದಣಿ ಮಾಡಲು ಆದೇಶ ನೀಡುವಂತೆ ಕೋರಿ ಅರ್ಜಿ ಸಲ್ಲಿಸಿದ್ದು, ದಿನಾಂಕ:23-10-2025 ರಂದು ಬೆಳಿಗ್ಗೆ 11 ಗಂಟೆಗೆ ಹಾಜರಾಗಿ ತಕರಾರು ಸಲ್ಲಿಸಬಹುದು. (974, 1655, 1264, 1685)
tribunal-name: BEFORE THE MOTOR ACCIDENT CLAIMS TRIBUNAL AT BENGALURU (SCCH-11) (659, 1270, 787, 1294)
promo-line: ಮಾರುವ ನಿಮ್ಮ (387, 1024, 431, 1035)
court-signature: ನ್ಯಾಯಾಲಯದ ಆಜ್ಞೆಯ ಮೇರೆಗೆ ಸಹಿ/- ಶಿರಸ್ತೇದಾರರು ಸಿವಿಲ್ ನ್ಯಾಯಾಧೀಶರು ಹಾಗೂ ಜೆ.ಎಂ.ಎಫ್.ಸಿ. ನ್ಯಾಯಾಲಯ, ಚನ್ನಗಿರಿ (489, 265, 619, 296)
tender-office: ಕಾರ್ಯಪಾಲಕ ಇಂಜಿನಿಯರ್ ರವರ ಕಾರ್ಯಾಲಯ ಪಂಚಾಯತ್ ರಾಜ್ ಇಂಜಿನಿಯರಿಂಗ್ ವಿಭಾಗ, ಚನ್ನರಾಯಪಟ್ಟಣ (26, 1193, 462, 1228)
notice-heading: ಪತ್ರಿಕಾ ಪ್ರಕಟಣೆ (145, 1643, 189, 1654)
mvc-number: M.V.C. No. 2914/2025 (510, 1294, 620, 1305)
tribunal-name: BEFORE THE MOTOR ACCIDENT CLAIMS TRIBUNAL AT BENGALURU (SCCH-11) (817, 974, 945, 998)
court-name: ಮಾನ್ಯ ಸಿವಿಲ್ ನ್ಯಾಯಾಧೀಶರು ಮತ್ತು ಜೆ.ಎಂ.ಎಫ್.ಸಿ. ರವರ ನ್ಯಾಯಾಲಯ, ಚನ್ನಗಿರಿ (348, 547, 620, 575)
promo-line: ಲಭ್ಯ ಕೇಳಿ ಪಡೆಯಿರಿ... (375, 1048, 443, 1059)
registration-marks (800, 2006, 845, 2015)
court-signature: ನ್ಯಾಯಾಲಯದ ಆಜ್ಞೆಯ ಮೇರೆಗೆ ಸಹಿ/- ಶಿರಸ್ತೇದಾರರು ಸಿವಿಲ್ ನ್ಯಾಯಾಧೀಶರು ಹಾಗೂ ಜೆ.ಎಂ.ಎಫ್.ಸಿ. ನ್ಯಾಯಾಲಯ, ಚನ್ನಗಿರಿ (1124, 680, 1254, 710)
advocate-signature: ಅರ್ಜಿದಾರರ ಪರ ವಕೀಲರು, ಕೆ.ಎನ್.ಹಾಲೇಶ್, ವಕೀಲರು. ದಿನಾಂಕ: 22-09-2025 (656, 1693, 794, 1713)
page-title: ಜಾಹೀರಾತು (434, 10, 610, 64)
edition-city: ಶಿವಮೊಗ್ಗ (38, 22, 76, 36)
subject-label: ವಿಷಯ (156, 216, 178, 227)
court-signature: ನ್ಯಾಯಾಲಯದ ಆಜ್ಞೆಯ ಮೇರೆಗೆ ಸಹಿ/- ಶಿರಸ್ತೇದಾರರು 3ನೇ ಜೆ.ಎಂ.ಎಫ್.ಸಿ. ನ್ಯಾಯಾಲಯ, ಶಿವಮೊಗ್ಗ (1124, 1688, 1254, 1709)
notice-body: ಈ ಮೇಲ್ಕಂಡ ಅರ್ಜಿದಾರರು ದಿವಂಗತ ಶ್ರೀ ಅಬ್ದುಲ್ ಗಫಾರ್ ರವರ ಆಸ್ತಿಗೆ ಉತ್ತರಾಧಿಕಾರ ಪತ್ರ ನೀಡುವಂತೆ ಅರ್ಜಿ ಸಲ್ಲಿಸಿದ್ದು, ಯಾರಿಗಾದರೂ ಆಕ್ಷೇಪಣೆ ಇದ್ದಲ್ಲಿ ದಿನಾಂಕ:11-11-2025 ರಂದು ಬೆಳಿಗ್ಗೆ 11 ಗಂಟೆಗೆ ನ್ಯಾಯಾಲಯದಲ್ಲಿ ಖುದ್ದಾಗಿ ಅಥವಾ ವಕೀಲರ ಮುಖಾಂತರ ಹಾಜರಾಗಿ ತಕರಾರು ಸಲ್ಲಿಸಬಹುದು. ತಪ್ಪಿದಲ್ಲಿ ಏಕಪಕ್ಷೀಯವಾಗಿ ತೀರ್ಮಾನಿಸಲಾಗುವುದು. (656, 1660, 946, 1689)
contact-email: i. dam_division@rediffmail.com (974, 1313, 1113, 1325)
advocate-signature: ಅರ್ಜಿದಾರರ ಪರ ವಕೀಲರು, ಎಂ.ವಿಶ್ವೇಶ್ವರಪ್ಪ ವಕೀಲರು (656, 255, 786, 265)
parties: ಅರ್ಜಿದಾರರು : 1)ಮಮತ ಕೋಂ ಬಸವರಾಜ, ವಯಸ್ಸು ಸುಮಾರು 68 ವರ್ಷ, ವ್ಯವಸಾಯಗಾರರು, ವಾಸ ಗಂಗೂರು ಗ್ರಾಮ, ಕಸಬಾ ಹೋಬಳಿ, ಚನ್ನಗಿರಿ ತಾಲ್ಲೂಕು, ದಾವಣಗೆರೆ ಜಿಲ್ಲೆ. 2)ಲಲಿತಮ್ಮ ಕೋಂ ರಾಜಪ್ಪ ಎನ್. ವಯಸ್ಸು ಸುಮಾರು 70 ವರ್ಷ, ಗೃಹಿಣಿ, ವಾಸ ಪಿ.ಎನ್.ಟಿ.ಕ್ವಾರ್ಟರ್ಸ್ ಲೇಔಟ್, ಬಸವನಗುಡಿ, ಶಿವಮೊಗ್ಗ-588115. ಎದುರುದಾರರು : 1)ತಹಶೀಲ್ದಾರ್‌ರವರು, ಚನ್ನಗಿರಿ ತಾಲ್ಲೂಕು, ಚನ್ನಗಿರಿ. 2)ಗ್ರಾಮಲೆಕ್ಕಾಧಿಕಾರಿಗಳು ಕಸಬಾ ಹೋಬಳಿ, ಚನ್ನಗಿರಿ ತಾಲ್ಲೂಕು. (339, 145, 629, 184)
court-name: ಮಾನ್ಯ 3ನೇ ಜೆ.ಎಂ.ಎಫ್.ಸಿ. ನ್ಯಾಯಾಲಯ ಶಿವಮೊಗ್ಗ (1021, 1583, 1217, 1596)
parties: ಅರ್ಜಿದಾರರು : 1)ಮಮತ ಕೋಂ ಬಸವರಾಜ, ವಯಸ್ಸು ಸುಮಾರು 68 ವರ್ಷ, ವ್ಯವಸಾಯಗಾರರು, ವಾಸ ಗಂಗೂರು ಗ್ರಾಮ, ಕಸಬಾ ಹೋಬಳಿ, ಚನ್ನಗಿರಿ ತಾಲ್ಲೂಕು. 2)ಲಲಿತಮ್ಮ ಕೋಂ ರಾಜಪ್ಪ ಎನ್. ವಯಸ್ಸು ಸುಮಾರು 70 ವರ್ಷ, ಗೃಹಿಣಿ, ಬಸವನಗುಡಿ, ಶಿವಮೊಗ್ಗ-588115. ಎದುರುದಾರರು : 1)ತಹಶೀಲ್ದಾರ್‌ರವರು, ಚನ್ನಗಿರಿ ತಾಲ್ಲೂಕು. 2)ಗ್ರಾಮಲೆಕ್ಕಾಧಿಕಾರಿಗಳು ಕಸಬಾ ಹೋಬಳಿ. (656, 145, 946, 184)
court-signature: ನ್ಯಾಯಾಲಯದ ಆಜ್ಞೆಯ ಮೇರೆಗೆ ಸಹಿ/- ಶಿರಸ್ತೇದಾರರು, ಪ್ರಧಾನ ಜಿಲ್ಲಾ ಮತ್ತು ಸತ್ರ ನ್ಯಾಯಾಲಯ, ಶಿವಮೊಗ್ಗ. (172, 1688, 304, 1709)
tribunal-name: BEFORE THE MOTOR ACCIDENT CLAIMS TRIBUNAL AT BENGALURU (SCCH-11) (501, 974, 629, 998)
mvc-number: M.V.C. No. 2911/2025 (668, 1294, 778, 1305)
issue-date: 28 ಸೆಪ್ಟೆಂಬರ್ 2025 (114, 38, 215, 53)
subject-label: ವಿಷಯ (156, 725, 178, 736)
org-sub: (ಕರ್ನಾಟಕ ಸರ್ಕಾರದ ಉದ್ಯಮ) (1096, 996, 1182, 1007)
notice-body: ಮೇಲ್ಕಂಡ ಅರ್ಜಿದಾರರು ದಾವೆ ಸಲ್ಲಿಸಿದ್ದು ಎದುರುದಾರರಾದ ಶ್ರೀ ಅಬ್ದುಲ್ ಸತ್ತಾರ್ ಬಿನ್ ಮೆಹಬೂಬ್ ಸಾಬ್ ರವರಿಗೆ ನೋಟೀಸ್ ಜಾರಿಯಾಗಿರುವುದಿಲ್ಲ. ದಿನಾಂಕ:29-10-2025 ರಂದು ಬೆಳಿಗ್ಗೆ 11 ಗಂಟೆಗೆ ನ್ಯಾಯಾಲಯಕ್ಕೆ ಹಾಜರಾಗಿ ತಮ್ಮ ಆಕ್ಷೇಪಣೆ ಸಲ್ಲಿಸಬಹುದು. ತಪ್ಪಿದಲ್ಲಿ ಏಕಪಕ್ಷೀಯವಾಗಿ ತೀರ್ಮಾನಿಸಲಾಗುವುದು. (339, 1669, 629, 1699)
cell-sl: 1 (975, 1177, 1007, 1295)
masthead (14, 8, 1294, 70)
court-notice (14, 634, 320, 1160)
case-number: ಮಿಸ್.ನಂ: 287/2025 (1077, 1599, 1161, 1610)
advocate-signature: ಅರ್ಜಿದಾರರ ಪರ ವಕೀಲರು, ಬಿ.ಎಂ.ಆರ್.ಎಸ್.ಬಿ ಶಿವಮೊಗ್ಗ. ದಿನಾಂಕ: 27-09-2025 (974, 1688, 1092, 1709)
promo-phone: 8951209077 (356, 1065, 462, 1084)
conch-logo-icon (898, 18, 924, 44)
notice-body: ಈ ಮೇಲ್ಕಂಡ ಅರ್ಜಿದಾರರು ಎದುರುದಾರರ ವಿರುದ್ಧ ಮಾನ್ಯ ಘನ ನ್ಯಾಯಾಲಯದಲ್ಲಿ 1 ಮತ್ತು 2ನೇ ಅರ್ಜಿದಾರರ ತಂದೆಯವರಾದ ಶ್ರೀ ಮರುಳಪ್ಪ ಬಿನ್ ರುದ್ರಪ್ಪ ರವರು ದಿನಾಂಕ:10-06-1965 ರಂದು ಚನ್ನಗಿರಿ ತಾಲ್ಲೂಕು ಗಂಗೂರು ಗ್ರಾಮದಲ್ಲಿ ಮರಣ ಹೊಂದಿರುತ್ತಾರೆ. ಮರಣ ನಮೂದು ಮಾಡುವಂತೆ ಕೋರಿ ಅರ್ಜಿ ಸಲ್ಲಿಸಿದ್ದು, ದಿನಾಂಕ: 29-10-2025 ರಂದು ಬೆಳಿಗ್ಗೆ 11 ಗಂಟೆಗೆ ನ್ಯಾಯಾಲಯಕ್ಕೆ ಹಾಜರಾಗಿ ತಕರಾರು ಸಲ್ಲಿಸಬಹುದು. ತಪ್ಪಿದಲ್ಲಿ ಏಕಪಕ್ಷೀಯವಾಗಿ ತೀರ್ಮಾನಿಸಲಾಗುವುದು. ದಿನಾಂಕ:27-09-2025 (339, 212, 629, 261)
court-name: ಮಾನ್ಯ ಸಿವಿಲ್ ನ್ಯಾಯಾಧೀಶರು ಮತ್ತು ಜೆ.ಎಂ.ಎಫ್.ಸಿ. ರವರ ನ್ಯಾಯಾಲಯ, ಚನ್ನಗಿರಿ (31, 641, 303, 669)
notice-heading: ಪತ್ರಿಕಾ ಪ್ರಕಟಣೆ (462, 1657, 506, 1668)
parties: ಅರ್ಜಿದಾರರು : 1)ಉಮ್ಮವ್ವ ಕೋಂ ಲೇಟ್ ಎಸ್.ನಾಗೇಂದ್ರಪ್ಪ, ವಯಸ್ಸು ಸುಮಾರು 73 ವರ್ಷ, ಗೃಹಿಣಿ, ವಾಸ ಕೋಟೆ ಗ್ರಾಮ, ಕಸಬಾ ಹೋಬಳಿ, ಚನ್ನಗಿರಿ ತಾಲ್ಲೂಕು, ದಾವಣಗೆರೆ ಜಿಲ್ಲೆ. 2)ಶಾರದಮ್ಮ ಎನ್. ಕೋಂ ಸಿದ್ದರಾಜು ಎಸ್.ವಿ. ವಯಸ್ಸು ಸುಮಾರು 71 ವರ್ಷ, ಗೃಹಿಣಿ, ವಾಸ ಕೈ ನಂ. 6ನೇ ಕ್ರಾಸ್, 1ನೇ ತಿರುವು, ನುಲೇ ಲೇಔಟ್, ಶಿವಮೊಗ್ಗ, 3)ಸರೋಜ ಕೋಂ ರಂಗಪ್ಪ, ವಯಸ್ಸು ಸುಮಾರು 78 ವರ್ಷ, ಗೃಹಿಣಿ, 4)ಹೇಮ ಕೋಂ ಸುರೇಶ್, ವಯಸ್ಸು ಸುಮಾರು 48 ವರ್ಷ, ಗೃಹಿಣಿ, ವಾಸ ಹೊಸದುರ್ಗ ತಾಲ್ಲೂಕು, ಚಿತ್ರದುರ್ಗ ಜಿಲ್ಲೆ, 5)ಗೀತಾ ಕೋಂ ಸುಬ್ರಮಣ್ಯ ಕೆ.ವಿ. ವಯಸ್ಸು ಸುಮಾರು 45 ವರ್ಷ, ಗೃಹಿಣಿ, ವಾಸ 16, ಕೃಷ್ಣಪ್ಪ ಲೇಔಟ್, ಭದ್ರಾವತಿ ತಾಲ್ಲೂಕು, ಶಿವಮೊಗ್ಗ ಜಿಲ್ಲೆ. ಎದುರುದಾರರು : 1)ತಹಶೀಲ್ದಾರ್‌ರವರು, ಚನ್ನಗಿರಿ ತಾಲ್ಲೂಕು, ಚನ್ನಗಿರಿ. 2)ಗ್ರಾಮಲೆಕ್ಕಾಧಿಕಾರಿಗಳು ಕಸಬಾ ಹೋಬಳಿ, ಚನ್ನಗಿರಿ ತಾಲ್ಲೂಕು, ದಾವಣಗೆರೆ ಜಿಲ್ಲೆ. (22, 145, 312, 214)
court-notice (966, 540, 1272, 954)
contact-phone: ಸಂಪರ್ಕಿಸಬೇಕಾದ ದೂರವಾಣಿ ಸಂಖ್ಯೆ: ಶ್ರೀ.ವಿಶ್ವ ಮಾಲಿಕ ಸಹಾಯಕ ಅಭಿಯಂತರರು, ಮೊಬೈಲ್ ಸಂಖ್ಯೆ: 8971985865 (974, 1326, 1250, 1347)
mact-notice (490, 970, 640, 1250)
tender-body: ಕರ್ನಾಟಕ ಸರ್ಕಾರದ ಗ್ರಾಮೀಣಾಭಿವೃದ್ಧಿ ಮತ್ತು ಪಂಚಾಯತ್ ರಾಜ್ ಇಲಾಖೆಯಡಿಯಲ್ಲಿ ಬರುವ ಕಾಮಗಾರಿಗಳಿಗೆ ಕಾರ್ಯಪಾಲಕ ಇಂಜಿನಿಯರ್, ಪಂಚಾಯತ್ ರಾಜ್ ಇಂಜಿನಿಯರಿಂಗ್ ವಿಭಾಗ, ಚನ್ನರಾಯಪಟ್ಟಣ ರವರು 2024-25ನೇ ಸಾಲಿನ 5054 ಲೆಕ್ಕಶೀರ್ಷಿಕೆ ಯೋಜನೆಯ ಕಾಮಗಾರಿಗಳಾದ (1) HSN-ASK PACKAGE -01 ಅಂಕೆರೆ ಗ್ರಾಮ ಪಂಚಾಯತಿ ಕಾವರೇಕಟ್ಟೆ ಗ್ರಾಮದಿಂದ ಅರಕೆರೆ ಗ್ರಾಮದವರೆಗೆ ರಸ್ತೆ ಅಭಿವೃದ್ಧಿ ಕಾಮಗಾರಿ. RDPR/2025-26/RD/WORK_INDENT16992/CALL-2 ಟೆಂಡರ್ ಮೊತ್ತ ರೂ 50.37 ಲಕ್ಷಗಳು (ಜಿ.ಎಸ್.ಟಿ ಹೊರತುಪಡಿಸಿ) ಕಾಮಗಾರಿಗಳನ್ನು ಇ-ಪ್ರೊಕ್ಯೂರ್‌ಮೆಂಟ್ ಮುಖಾಂತರ ಟೆಂಡರ್ ಆಹ್ವಾನಿಸಲಾಗಿದೆ. KPPP ಅಂತರ್ಜಾಲದಲ್ಲಿ ದಿನಾಂಕ: 13.10.2025ರ ಸಂಜೆ 5.00 ಗಂಟೆಯೊಳಗೆ ಆನ್ಲೈನ್ ಮುಖಾಂತರ https://kppp.karnataka.gov.in/kppp ನಲ್ಲಿ ಸಲ್ಲಿಸಬಹುದು. ದಿನಾಂಕ 10.10.2025 ರವರೆಗೆ ಟೆಂಡರ್ ದಾಖಲಾತಿಗಳನ್ನು ಅಪ್‌ಲೋಡ್ ಮಾಡಬಹುದು. ದಿನಾಂಕ: 15.10.2025ರಂದು ಬೆಳಗ್ಗೆ 11.00ಗಂಟೆಗೆ ಗುತ್ತಿಗೆದಾರರ ತಾಂತ್ರಿಕ ಬಿಡ್ಡನ್ನು ತೆರೆಯಲಾಗುವುದು. ಕಾಂಟ್ರ್ಯಾಕ್ಟ್ ಅರ್ಹತೆಯನ್ನು ಹೊಂದಿರುವ ಗುತ್ತಿಗೆದಾರರು ಭಾಗವಹಿಸಬಹುದು. ಹೆಚ್ಚಿನ ಮಾಹಿತಿಗಾಗಿ ಕಛೇರಿ ಸಮಯದಲ್ಲಿ ಸಂಪರ್ಕಿಸಬಹುದಾಗಿದೆ. (23, 1270, 465, 1361)
court-notice (331, 540, 637, 954)
org-name: ಕೃಷ್ಣ ಭಾಗ್ಯ ಜಲ ನಿಗಮ ನಿಯಮಿತ (1073, 981, 1205, 996)
notice-body: ಈ ಮೇಲ್ಕಂಡ ದಾವೆಯಲ್ಲಿ ಮಾನ್ಯ ನ್ಯಾಯಾಲಯದ ಆದೇಶದಂತೆ ಎದುರುದಾರರು ಅರ್ಜಿದಾರರಿಗೆ ರೂ.1,57,012/- ಹಣವನ್ನು ಪಾವತಿಸಬೇಕಾಗಿದ್ದು, ದಿನಾಂಕ:23-10-2025 ರಂದು ಬೆಳಿಗ್ಗೆ 11 ಗಂಟೆಗೆ ನ್ಯಾಯಾಲಯದಲ್ಲಿ ಖುದ್ದಾಗಿ ಅಥವಾ ವಕೀಲರ ಮುಖಾಂತರ ಹಾಜರಾಗಲು ಸೂಚಿಸಿದೆ. ತಪ್ಪಿದಲ್ಲಿ ಏಕಪಕ್ಷೀಯವಾಗಿ ತೀರ್ಮಾನಿಸಲಾಗುವುದು. (22, 1655, 312, 1685)
mact-body: Between: Sri. S. Santhosh ...Petitioners And Sri. Dhananjaya & Ors ...Respondents NOTICE TO RESPONDENT No.3 Sri. Narayana Naik. V, Father's name not known to the petitioners, Major by age, R/at: Indian Overseas Bank, B H Road, Halappa Circle, Bhadravathi Taluk. Whereas, the petitioner has filed the above claim petition against you claiming compensation of Rs.10,00,000/- for the injuries sustained in R.T.A. caused by your motorcycle bearing Reg. No. KA-14-J-7342 on 02-03-2025 at about 11:30 p.m. you are hereby summoned to appear before this court on 15/10/2025 at 11:00 AM. By order of the Court, Assistant Registrar, Court of Small Causes, Bengaluru. Advocate for petitioners: N. Manjunath, No.3, Amar Towers, 1st Cross, Gandhinagar, Bengaluru-09. (653, 1306, 793, 1421)
subscription-promo (334, 970, 484, 1160)
accent-bar (14, 22, 20, 56)
notice-heading: ಪತ್ರಿಕಾ ಪ್ರಕಟಣೆ (779, 200, 823, 211)
advocate-signature: ಅರ್ಜಿದಾರರ ಪರ ವಕೀಲರು, ಎಂ.ವಿಶ್ವೇಶ್ವರಪ್ಪ ವಕೀಲರು (656, 680, 786, 690)
court-name: ಮಾನ್ಯ ಸಿವಿಲ್ ನ್ಯಾಯಾಧೀಶರು ಮತ್ತು ಜೆ.ಎಂ.ಎಫ್.ಸಿ. ರವರ ನ್ಯಾಯಾಲಯ, ಚನ್ನಗಿರಿ (983, 547, 1255, 575)
tender-signature: ಸಹಿ/- ಕಾರ್ಯಪಾಲಕ ಇಂಜಿನಿಯರ್, ಪ.ರಾ.ಇಂ.ವಿಭಾಗ, ಚನ್ನರಾಯಪಟ್ಟಣ. (272, 1367, 465, 1377)
notice-body: ಈ ಮೇಲ್ಕಂಡ ಅರ್ಜಿದಾರರ ತಾತನ ಅಣ್ಣನವರಾದ ಶ್ರೀ ಬಸಪ್ಪ ಬಿನ್ ದೊಡ್ಡಪ್ಪ ರವರು ದಿನಾಂಕ:19-10-1958 ರಂದು ಚನ್ನಗಿರಿ ತಾಲ್ಲೂಕು ಗಂಗೂರು ಗ್ರಾಮದಲ್ಲಿ ಮರಣ ಹೊಂದಿರುತ್ತಾರೆ. ದಿನಾಂಕ: 29-10-2025 ರಂದು ಬೆಳಿಗ್ಗೆ 11 ಗಂಟೆಗೆ ಹಾಜರಾಗಿ ತಕರಾರು ಸಲ್ಲಿಸಬಹುದು. ದಿನಾಂಕ:27-09-2025 (974, 202, 1264, 232)
court-signature: ನ್ಯಾಯಾಲಯದ ಆಜ್ಞೆಯ ಮೇರೆಗೆ ಸಹಿ/- ಶಿರಸ್ತೇದಾರರು, ಜಿಲ್ಲಾ ಮತ್ತು ಸತ್ರ ನ್ಯಾಯಾಲಯ, ಶಿವಮೊಗ್ಗ. (806, 1693, 938, 1713)
col-header: Unit (1171, 1150, 1206, 1177)
tender-ref: ವಾಪಾಇಂ/ಪರಾಇಂ/ಚನ್ನ/634/ಟೆಂ.ಪ್ರ/2025-26 (23, 1367, 159, 1377)
registration-marks (1170, 2006, 1215, 2015)
registration-marks (100, 2006, 145, 2015)
notice-heading: ಪತ್ರಿಕಾ ಪ್ರಕಟಣೆ (1097, 1643, 1141, 1654)
mact-notice (648, 1266, 798, 1552)
court-signature: ನ್ಯಾಯಾಲಯದ ಆಜ್ಞೆಯ ಮೇರೆಗೆ ಸಹಿ/- ಶಿರಸ್ತೇದಾರರು, ಪ್ರಧಾನ ಹಿರಿಯ ಸಿವಿಲ್ ನ್ಯಾಯಾಧೀಶರ ನ್ಯಾಯಾಲಯ, ಶಿವಮೊಗ್ಗ. (489, 1703, 621, 1733)
promo-line: ಹಾಗೂ (398, 1000, 420, 1011)
case-number: ಅಮಲ್ಜಾರಿ ಅರ್ಜಿ ನಂ: 25/2025 (112, 1599, 222, 1610)
mvc-number: M.V.C. No. 2913/2025 (668, 998, 778, 1009)
court-notice (648, 540, 954, 954)
subject-label: ವಿಷಯ (473, 621, 495, 632)
mact-body: Between: Smt. Sujatha .S ...Petitioners And Sri. Dhananjaya & Ors ...Respondents NOTICE TO RESPONDENT No.3 Sri. Narayana Naik. V, Father's name not known to the petitioners, Major by age, R/at: Indian Overseas Bank, B H Road, Halappa Circle, Bhadravathi Taluk, Shivamogga District. Whereas, the petitioners in the above case has filed the above claim petition against you claiming compensation of Rs.50,00,000/- for the death of their son in R.T.A. caused by your motorcycle bearing Reg. No. KA-14-J-7342 on 02-03-2025 at about 11:30 p.m. you are hereby summoned to appear before this court on 15/10/2025 at 11:00 AM. By order of the Court, Assistant Registrar, Court of Small Causes, Bengaluru. Advocate for petitioners: N. Manjunath, No.3, Amar Towers, 1st Cross, Gandhinagar, Bengaluru-09. (495, 1010, 635, 1125)
mact-notice (806, 1266, 956, 1552)
